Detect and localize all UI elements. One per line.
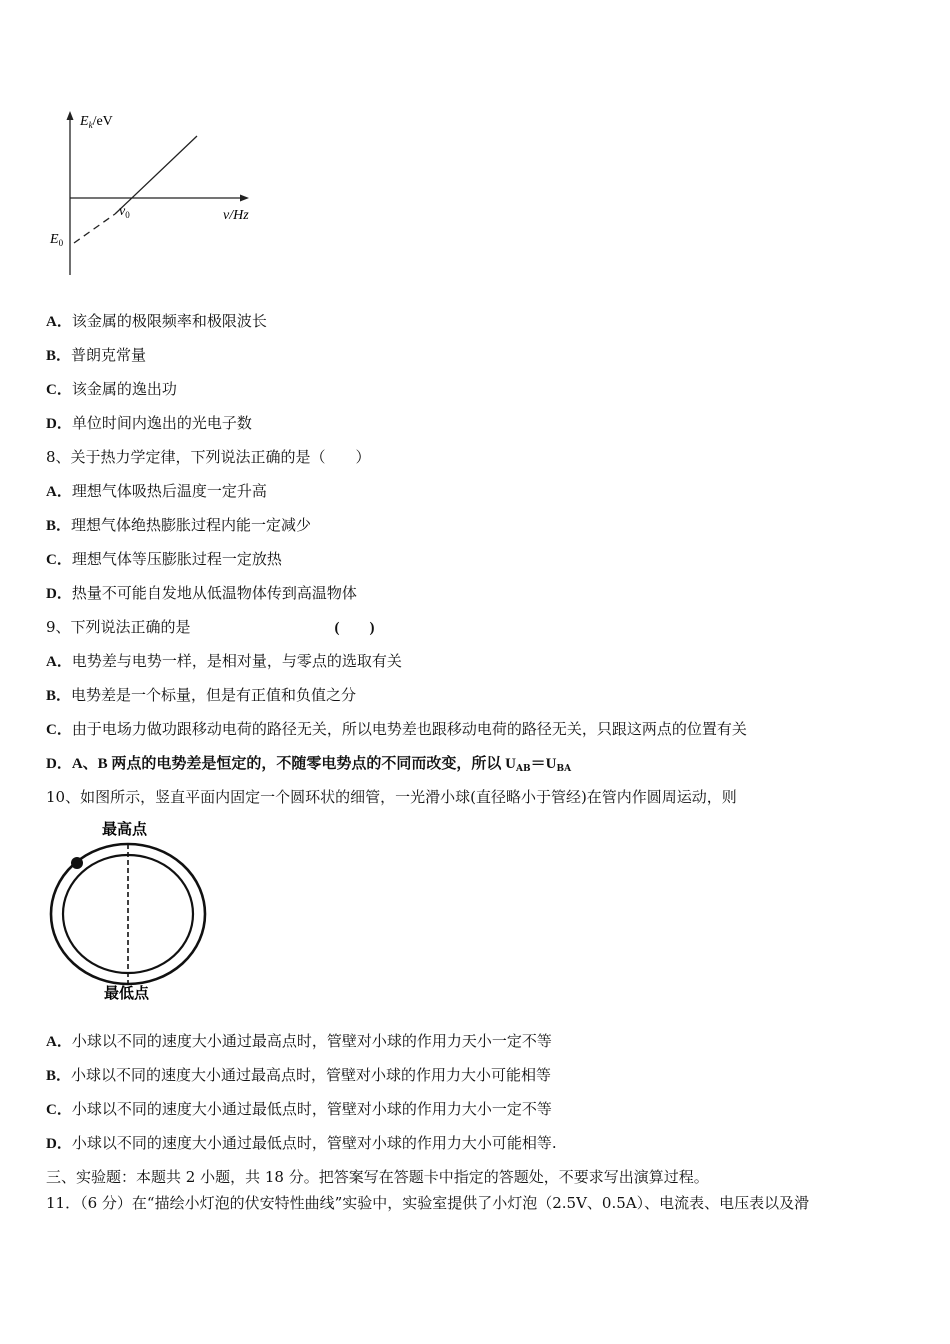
y-axis-label: $E_k/eV$ [80, 114, 113, 130]
ek-frequency-graph [40, 105, 270, 280]
q7-option-c: C．该金属的逸出功 [46, 380, 177, 398]
x-axis-arrow [240, 195, 249, 202]
q7-option-a: A．该金属的极限频率和极限波长 [46, 312, 267, 330]
q9-option-a: A．电势差与电势一样，是相对量，与零点的选取有关 [46, 652, 402, 670]
nu0-label: $\nu_0$ [119, 204, 130, 220]
q9-option-d: D．A、B 两点的电势差是恒定的，不随零电势点的不同而改变，所以 $U_{AB}=U_{BA}$ [46, 756, 572, 774]
q8-option-c: C．理想气体等压膨胀过程一定放热 [46, 550, 282, 568]
q10-option-a: A．小球以不同的速度大小通过最高点时，管壁对小球的作用力天小一定不等 [46, 1032, 552, 1050]
section-3-heading: 三、实验题：本题共 2 小题，共 18 分。把答案写在答题卡中指定的答题处，不要求写出演算过程。 [46, 1168, 709, 1186]
y-axis-arrow [67, 111, 74, 120]
circular-tube-figure [44, 818, 214, 1006]
bottom-point-label: 最低点 [104, 986, 150, 1002]
e0-label: $E_0$ [50, 232, 64, 248]
q9-option-b: B．电势差是一个标量，但是有正值和负值之分 [46, 686, 357, 704]
q10-option-b: B．小球以不同的速度大小通过最高点时，管壁对小球的作用力大小可能相等 [46, 1066, 552, 1084]
q8-option-a: A．理想气体吸热后温度一定升高 [46, 482, 267, 500]
q10-option-c: C．小球以不同的速度大小通过最低点时，管壁对小球的作用力大小一定不等 [46, 1100, 552, 1118]
ball [71, 857, 83, 869]
q8-stem: 8、关于热力学定律，下列说法正确的是（ ） [46, 448, 371, 466]
q11-stem: 11．（6 分）在“描绘小灯泡的伏安特性曲线”实验中，实验室提供了小灯泡（2.5V、0.5A）、电流表、电压表以及滑 [46, 1194, 810, 1212]
q10-option-d: D．小球以不同的速度大小通过最低点时，管壁对小球的作用力大小可能相等. [46, 1134, 557, 1152]
q9-option-c: C．由于电场力做功跟移动电荷的路径无关，所以电势差也跟移动电荷的路径无关，只跟这两点的位置有关 [46, 720, 747, 738]
x-axis-label: ν/Hz [223, 208, 249, 223]
ek-line [115, 136, 197, 214]
q10-stem: 10、如图所示，竖直平面内固定一个圆环状的细管，一光滑小球(直径略小于管经)在管内作圆周运动，则 [46, 788, 737, 806]
q8-option-d: D．热量不可能自发地从低温物体传到高温物体 [46, 584, 357, 602]
q7-option-d: D．单位时间内逸出的光电子数 [46, 414, 252, 432]
top-point-label: 最高点 [102, 822, 148, 838]
q9-stem: 9、下列说法正确的是 ( ) [46, 618, 375, 636]
q8-option-b: B．理想气体绝热膨胀过程内能一定减少 [46, 516, 312, 534]
ek-line-dashed [74, 214, 115, 243]
q7-option-b: B．普朗克常量 [46, 346, 147, 364]
